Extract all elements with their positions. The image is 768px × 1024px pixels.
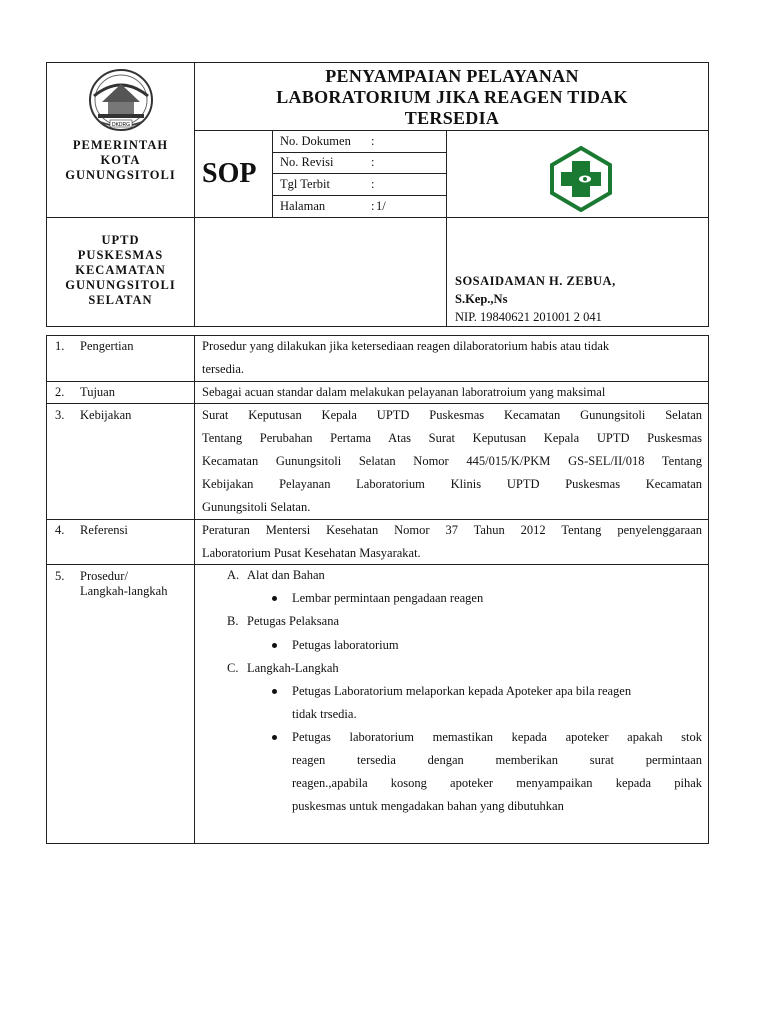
content-line: tersedia. — [202, 362, 244, 376]
bullet-icon — [272, 735, 277, 740]
bullet-icon — [272, 689, 277, 694]
title-line: PENYAMPAIAN PELAYANAN — [325, 66, 579, 86]
divider — [272, 173, 446, 174]
row-label-definition: Pengertian — [80, 339, 134, 353]
section-b-title: Petugas Pelaksana — [247, 614, 339, 628]
item-line: reagen tersedia dengan memberikan surat permintaan — [292, 753, 702, 767]
divider — [446, 130, 447, 327]
org-line: KOTA — [100, 153, 141, 167]
meta-label-revision: No. Revisi — [280, 155, 334, 169]
row-number: 2. — [55, 385, 65, 399]
signer-nip: NIP. 19840621 201001 2 041 — [455, 310, 602, 324]
label-line: Langkah-langkah — [80, 584, 168, 598]
section-a-letter: A. — [227, 568, 240, 582]
item-line: tidak trsedia. — [292, 707, 357, 721]
section-c-title: Langkah-Langkah — [247, 661, 339, 675]
signer-title: S.Kep.,Ns — [455, 292, 508, 306]
meta-page-value: 1/ — [376, 199, 386, 213]
unit-line: GUNUNGSITOLI — [65, 278, 176, 292]
section-b-item: Petugas laboratorium — [292, 638, 399, 652]
item-line: Petugas Laboratorium melaporkan kepada Apoteker apa bila reagen — [292, 684, 632, 698]
section-a-title: Alat dan Bahan — [247, 568, 325, 582]
section-c-item-1 — [292, 680, 702, 726]
org-line: PEMERINTAH — [72, 138, 169, 152]
item-line: Petugas laboratorium memastikan kepada apoteker apakah stok — [292, 730, 702, 744]
logo-caption: DKDRG — [111, 122, 131, 128]
content-line: Peraturan Mentersi Kesehatan Nomor 37 Tahun 2012 Tentang penyelenggaraan — [202, 523, 702, 537]
row-label-policy: Kebijakan — [80, 408, 132, 422]
row-label-reference: Referensi — [80, 523, 128, 537]
unit-line: PUSKESMAS — [77, 248, 164, 262]
row-content — [202, 519, 702, 565]
row-label-purpose: Tujuan — [80, 385, 115, 399]
meta-label-doc-no: No. Dokumen — [280, 134, 351, 148]
bullet-icon — [272, 643, 277, 648]
row-content — [202, 404, 702, 519]
unit-line: KECAMATAN — [75, 263, 166, 277]
signer-name: SOSAIDAMAN H. ZEBUA, — [455, 274, 616, 288]
divider — [46, 217, 709, 218]
meta-sep: : — [371, 177, 375, 191]
row-content — [202, 335, 702, 381]
org-line: GUNUNGSITOLI — [65, 168, 176, 182]
content-line: Sebagai acuan standar dalam melakukan pelayanan laboratroium yang maksimal — [202, 385, 606, 399]
content-line: Kecamatan Gunungsitoli Selatan Nomor 445/015/K/PKM GS-SEL/II/018 Tentang — [202, 454, 702, 468]
meta-sep: : — [371, 199, 375, 213]
content-line: Gunungsitoli Selatan. — [202, 500, 311, 514]
content-line: Surat Keputusan Kepala UPTD Puskesmas Kecamatan Gunungsitoli Selatan — [202, 408, 702, 422]
section-b-letter: B. — [227, 614, 239, 628]
content-line: Prosedur yang dilakukan jika ketersediaan reagen dilaboratorium habis atau tidak — [202, 339, 610, 353]
puskesmas-logo — [548, 146, 614, 212]
row-label-procedure — [80, 569, 167, 599]
item-line: puskesmas untuk mengadakan bahan yang dibutuhkan — [292, 799, 564, 813]
sop-label: SOP — [202, 158, 257, 189]
row-number: 5. — [55, 569, 65, 583]
page-title — [195, 66, 709, 129]
meta-label-page: Halaman — [280, 199, 326, 213]
divider — [272, 152, 446, 153]
divider — [194, 130, 709, 131]
meta-sep: : — [371, 134, 375, 148]
row-number: 3. — [55, 408, 65, 422]
label-line: Prosedur/ — [80, 569, 128, 583]
content-line: Laboratorium Pusat Kesehatan Masyarakat. — [202, 546, 421, 560]
meta-sep: : — [371, 155, 375, 169]
divider — [194, 335, 195, 844]
section-a-item: Lembar permintaan pengadaan reagen — [292, 591, 484, 605]
org-name — [47, 138, 194, 183]
city-emblem-logo — [80, 66, 162, 134]
content-line: Kebijakan Pelayanan Laboratorium Klinis UPTD Puskesmas Kecamatan — [202, 477, 702, 491]
divider — [272, 195, 446, 196]
unit-line: SELATAN — [88, 293, 153, 307]
bullet-icon — [272, 596, 277, 601]
item-line: reagen.,apabila kosong apoteker menyampaikan kepada pihak — [292, 776, 702, 790]
section-c-item-2 — [292, 726, 702, 818]
row-content — [202, 381, 702, 404]
signer-block — [455, 272, 705, 326]
row-number: 1. — [55, 339, 65, 353]
section-c-letter: C. — [227, 661, 239, 675]
title-line: TERSEDIA — [404, 108, 500, 128]
row-number: 4. — [55, 523, 65, 537]
meta-label-issue-date: Tgl Terbit — [280, 177, 330, 191]
unit-name — [47, 233, 194, 308]
title-line: LABORATORIUM JIKA REAGEN TIDAK — [276, 87, 628, 107]
content-line: Tentang Perubahan Pertama Atas Surat Keputusan Kepala UPTD Puskesmas — [202, 431, 702, 445]
unit-line: UPTD — [101, 233, 140, 247]
